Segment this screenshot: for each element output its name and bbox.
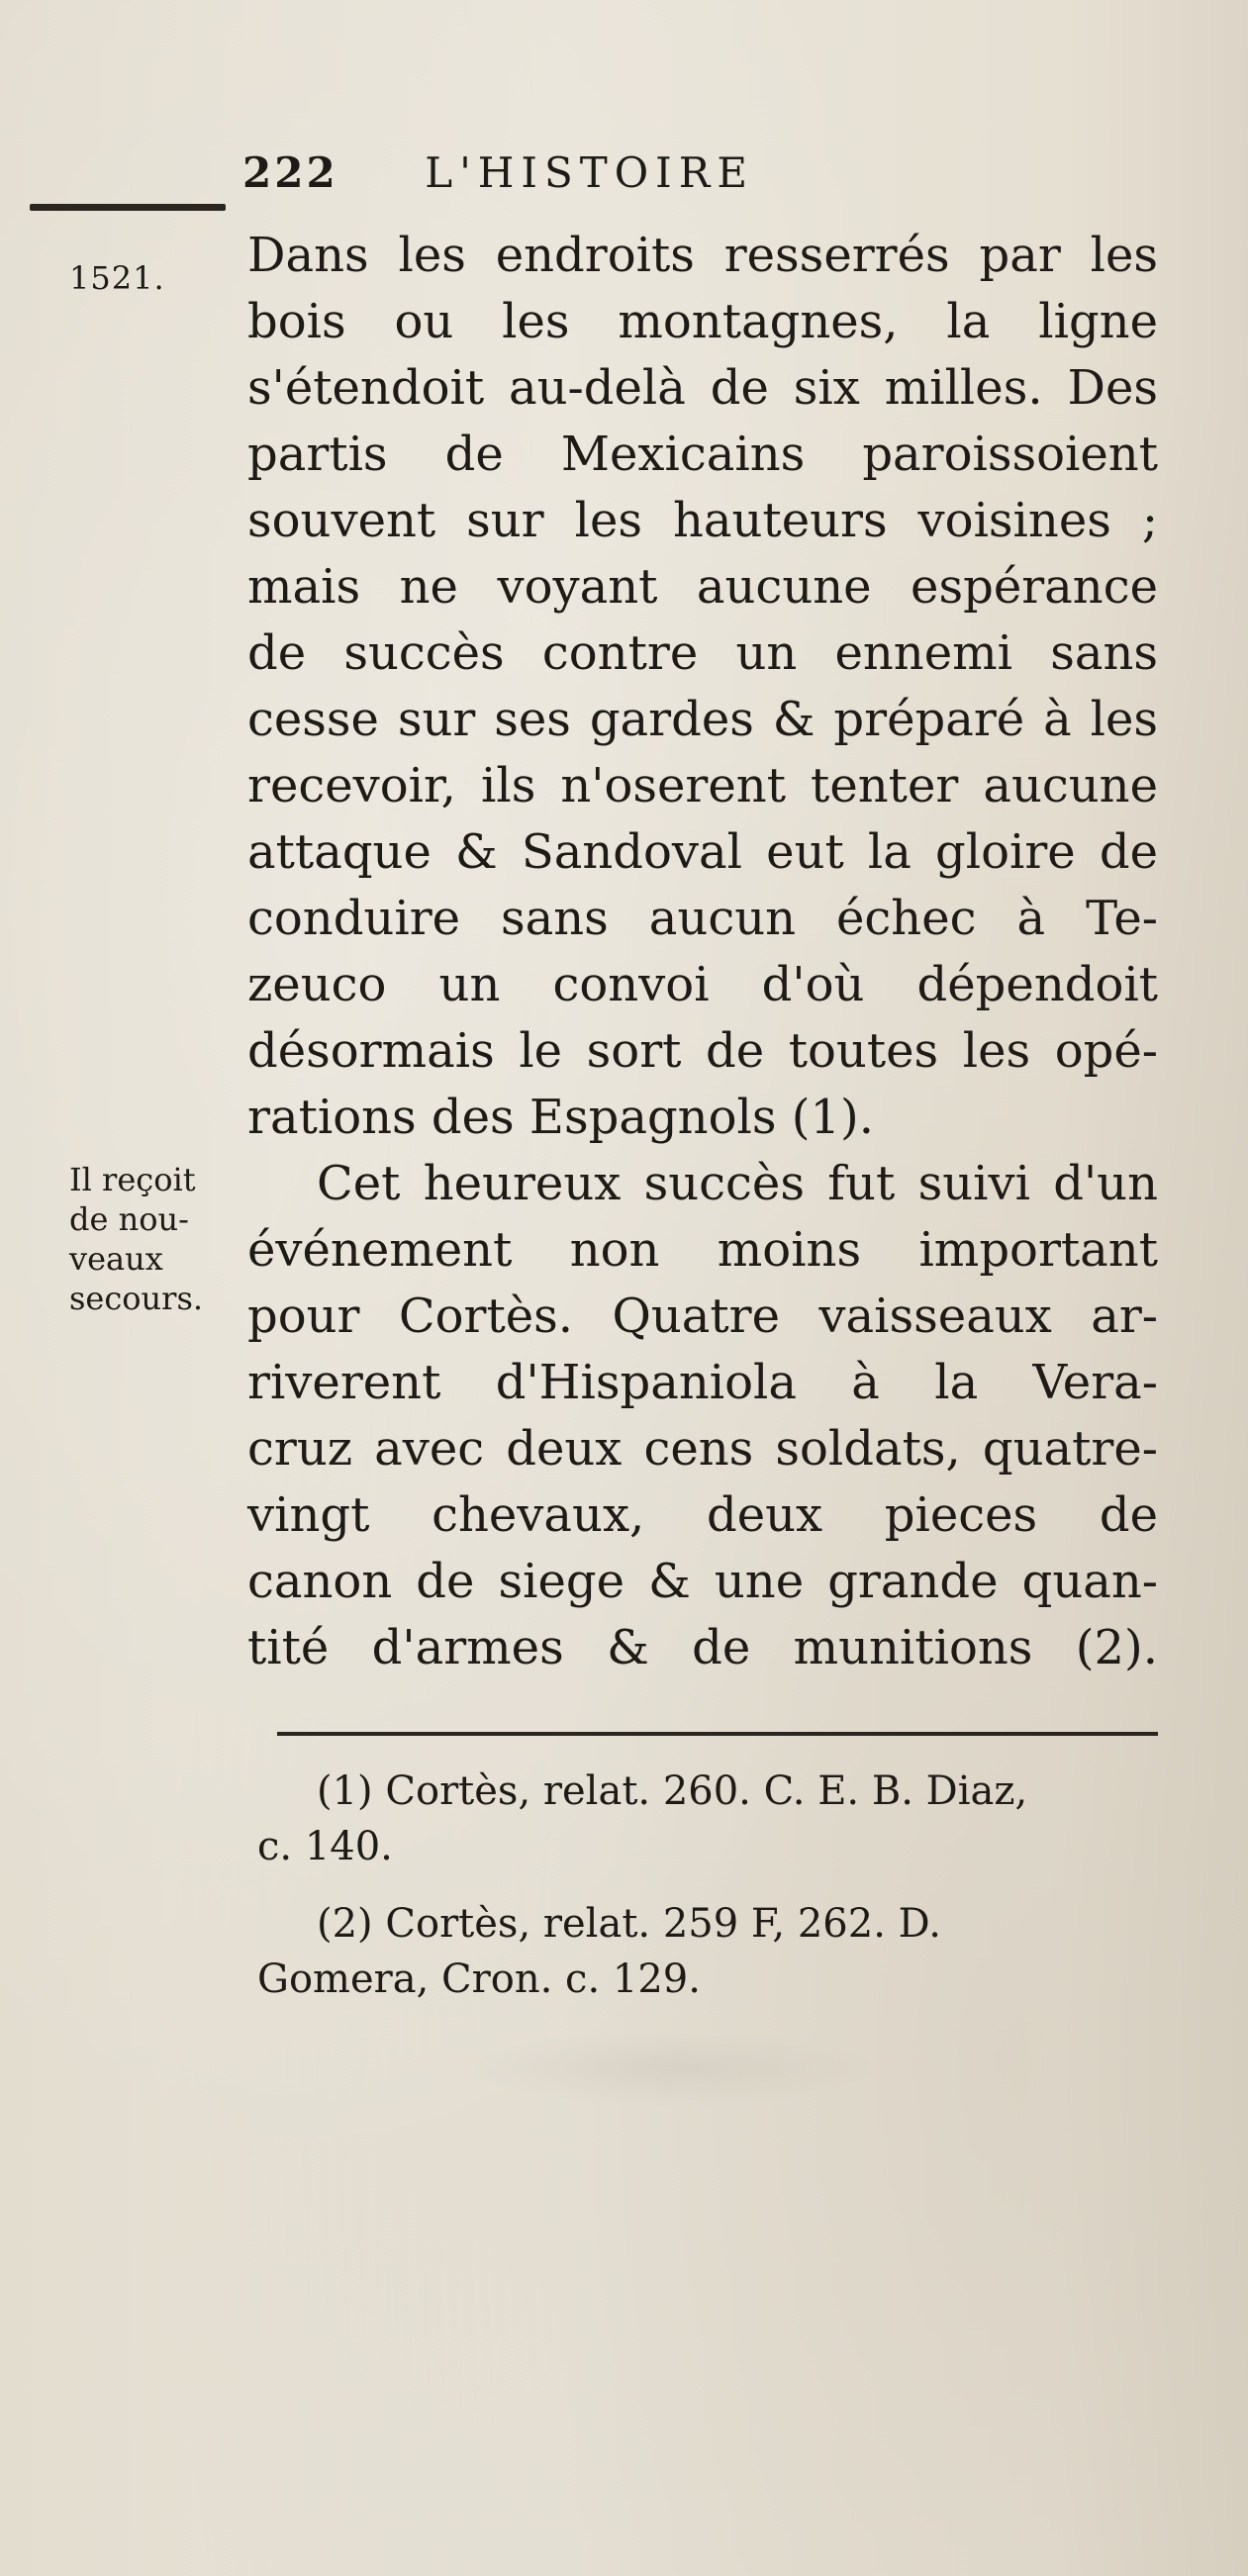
- text-line: attaque & Sandoval eut la gloire de: [247, 824, 1158, 880]
- text-line: pour Cortès. Quatre vaisseaux ar-: [247, 1288, 1158, 1344]
- page-header: [242, 148, 754, 197]
- footnote-gap: [257, 1874, 1178, 1896]
- text-line: de succès contre un ennemi sans: [247, 625, 1158, 681]
- margin-note-line: de nou-: [69, 1200, 189, 1238]
- text-line: cesse sur ses gardes & préparé à les: [247, 692, 1158, 747]
- margin-note-line: secours.: [69, 1280, 204, 1317]
- footnote-line: Gomera, Cron. c. 129.: [257, 1956, 701, 2002]
- text-line: événement non moins important: [247, 1222, 1158, 1278]
- text-line: s'étendoit au-delà de six milles. Des: [247, 360, 1158, 416]
- body-text: [247, 223, 1158, 1681]
- text-line: rations des Espagnols (1).: [247, 1090, 874, 1145]
- text-line: vingt chevaux, deux pieces de: [247, 1487, 1158, 1543]
- text-line: partis de Mexicains paroissoient: [247, 427, 1158, 482]
- margin-note-line: Il reçoit: [69, 1161, 196, 1198]
- text-line: cruz avec deux cens soldats, quatre-: [247, 1421, 1158, 1477]
- footnote-line: (1) Cortès, relat. 260. C. E. B. Diaz,: [317, 1768, 1028, 1814]
- footnote-line: c. 140.: [257, 1824, 393, 1869]
- text-line: recevoir, ils n'oserent tenter aucune: [247, 758, 1158, 813]
- margin-note: [69, 1160, 203, 1318]
- footnote-line: (2) Cortès, relat. 259 F, 262. D.: [317, 1901, 941, 1947]
- text-line: riverent d'Hispaniola à la Vera-: [247, 1355, 1158, 1410]
- text-line: conduire sans aucun échec à Te-: [247, 891, 1158, 946]
- margin-year: 1521.: [69, 259, 165, 297]
- text-line: zeuco un convoi d'où dépendoit: [247, 957, 1158, 1012]
- header-rule: [30, 204, 226, 211]
- text-line: bois ou les montagnes, la ligne: [247, 294, 1158, 349]
- text-line: mais ne voyant aucune espérance: [247, 559, 1158, 615]
- running-title: L'HISTOIRE: [425, 148, 755, 197]
- text-line: tité d'armes & de munitions (2).: [247, 1620, 1158, 1675]
- page-number: 222: [242, 148, 338, 197]
- margin-note-line: veaux: [69, 1240, 163, 1278]
- footnotes: [257, 1764, 1178, 2007]
- show-through-stain: [465, 2029, 881, 2108]
- text-line: Dans les endroits resserrés par les: [247, 228, 1158, 283]
- text-line: désormais le sort de toutes les opé-: [247, 1023, 1158, 1079]
- text-line: souvent sur les hauteurs voisines ;: [247, 493, 1158, 548]
- text-line: Cet heureux succès fut suivi d'un: [317, 1156, 1158, 1211]
- footnote-rule: [277, 1732, 1158, 1736]
- text-line: canon de siege & une grande quan-: [247, 1554, 1158, 1609]
